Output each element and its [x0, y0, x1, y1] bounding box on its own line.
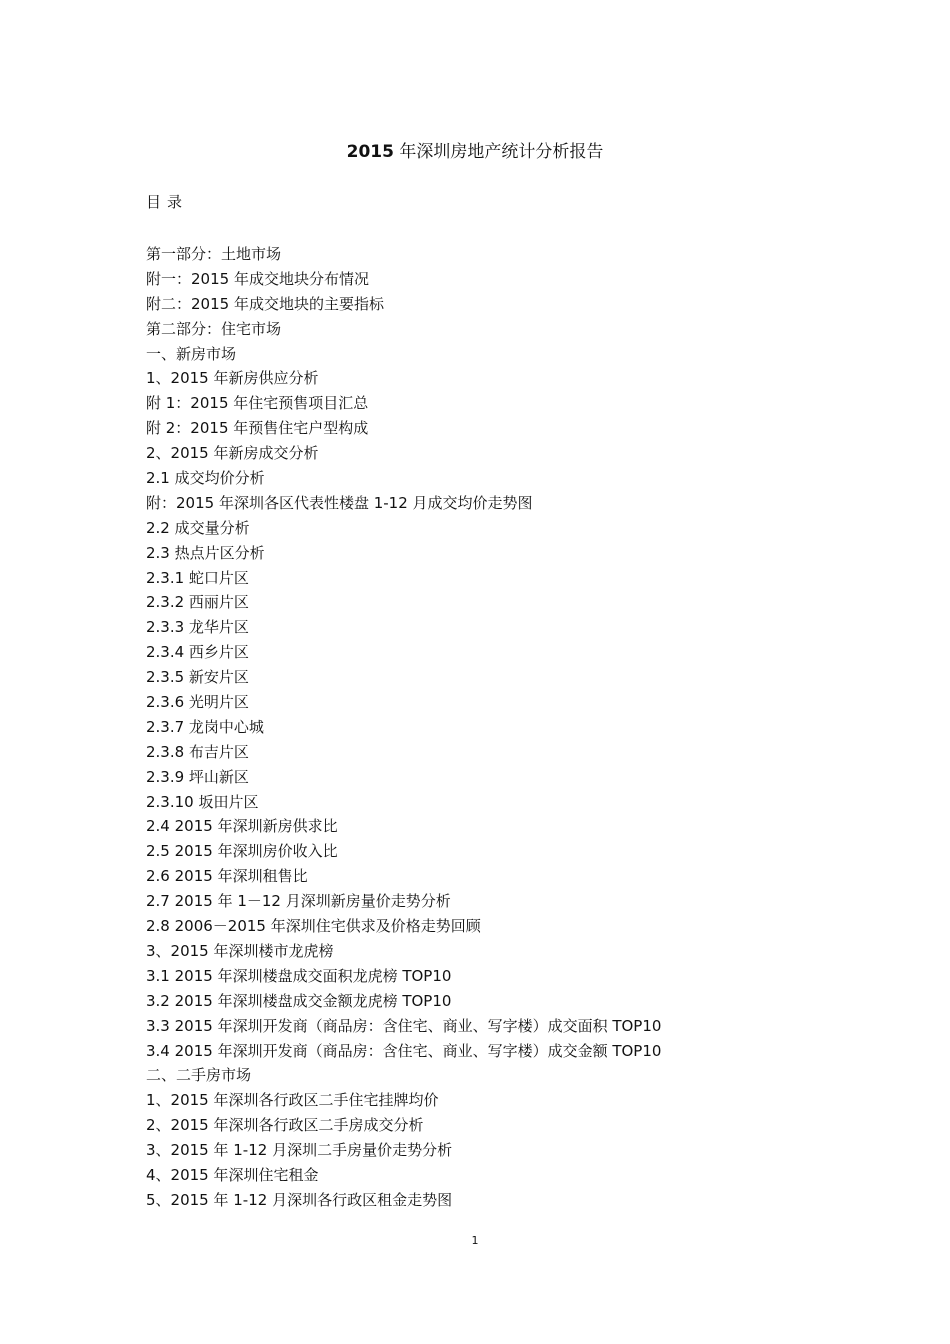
- title-text: 年深圳房地产统计分析报告: [399, 142, 604, 162]
- toc-entry: 附一：2015 年成交地块分布情况: [146, 269, 369, 288]
- toc-entry: 附二：2015 年成交地块的主要指标: [146, 294, 384, 313]
- toc-entry: 2.3.4 西乡片区: [146, 643, 249, 662]
- toc-entry: 5、2015 年 1-12 月深圳各行政区租金走势图: [146, 1190, 453, 1209]
- toc-entry: 2.8 2006－2015 年深圳住宅供求及价格走势回顾: [146, 917, 481, 936]
- toc-entry: 2.3.1 蛇口片区: [146, 568, 249, 587]
- toc-entry: 2、2015 年深圳各行政区二手房成交分析: [146, 1116, 424, 1135]
- toc-entry: 2.3.7 龙岗中心城: [146, 717, 264, 736]
- table-of-contents: [146, 242, 661, 1213]
- toc-entry: 2、2015 年新房成交分析: [146, 444, 319, 463]
- toc-entry: 3.1 2015 年深圳楼盘成交面积龙虎榜 TOP10: [146, 966, 452, 985]
- toc-entry: 附 2：2015 年预售住宅户型构成: [146, 419, 369, 438]
- toc-entry: 3、2015 年 1-12 月深圳二手房量价走势分析: [146, 1141, 453, 1160]
- page-number: 1: [471, 1234, 479, 1247]
- toc-entry: 附 1：2015 年住宅预售项目汇总: [146, 394, 369, 413]
- toc-entry: 2.3.8 布吉片区: [146, 742, 249, 761]
- toc-entry: 3.4 2015 年深圳开发商（商品房：含住宅、商业、写字楼）成交金额 TOP10: [146, 1041, 662, 1060]
- toc-entry: 2.3.9 坪山新区: [146, 767, 249, 786]
- toc-entry: 3.3 2015 年深圳开发商（商品房：含住宅、商业、写字楼）成交面积 TOP10: [146, 1016, 662, 1035]
- toc-entry: 1、2015 年新房供应分析: [146, 369, 319, 388]
- toc-heading: 目录: [146, 193, 189, 211]
- toc-entry: 2.5 2015 年深圳房价收入比: [146, 842, 338, 861]
- toc-entry: 二、二手房市场: [146, 1066, 252, 1085]
- toc-entry: 3.2 2015 年深圳楼盘成交金额龙虎榜 TOP10: [146, 991, 452, 1010]
- toc-entry: 2.3.3 龙华片区: [146, 618, 249, 637]
- document-title: [0, 140, 950, 164]
- toc-entry: 2.7 2015 年 1－12 月深圳新房量价走势分析: [146, 892, 451, 911]
- toc-entry: 2.6 2015 年深圳租售比: [146, 867, 308, 886]
- toc-entry: 2.3.10 坂田片区: [146, 792, 259, 811]
- toc-entry: 3、2015 年深圳楼市龙虎榜: [146, 941, 334, 960]
- toc-entry: 第二部分：住宅市场: [146, 319, 282, 338]
- toc-entry: 一、新房市场: [146, 344, 237, 363]
- toc-entry: 2.3.5 新安片区: [146, 668, 249, 687]
- toc-entry: 2.1 成交均价分析: [146, 469, 265, 488]
- title-year: 2015: [346, 142, 394, 162]
- toc-entry: 附：2015 年深圳各区代表性楼盘 1-12 月成交均价走势图: [146, 493, 533, 512]
- toc-entry: 2.3.6 光明片区: [146, 693, 249, 712]
- toc-entry: 第一部分：土地市场: [146, 245, 282, 263]
- toc-entry: 1、2015 年深圳各行政区二手住宅挂牌均价: [146, 1091, 439, 1110]
- toc-entry: 2.3 热点片区分析: [146, 543, 265, 562]
- toc-entry: 2.4 2015 年深圳新房供求比: [146, 817, 338, 836]
- toc-entry: 2.2 成交量分析: [146, 518, 250, 537]
- toc-entry: 2.3.2 西丽片区: [146, 593, 249, 612]
- toc-entry: 4、2015 年深圳住宅租金: [146, 1165, 319, 1184]
